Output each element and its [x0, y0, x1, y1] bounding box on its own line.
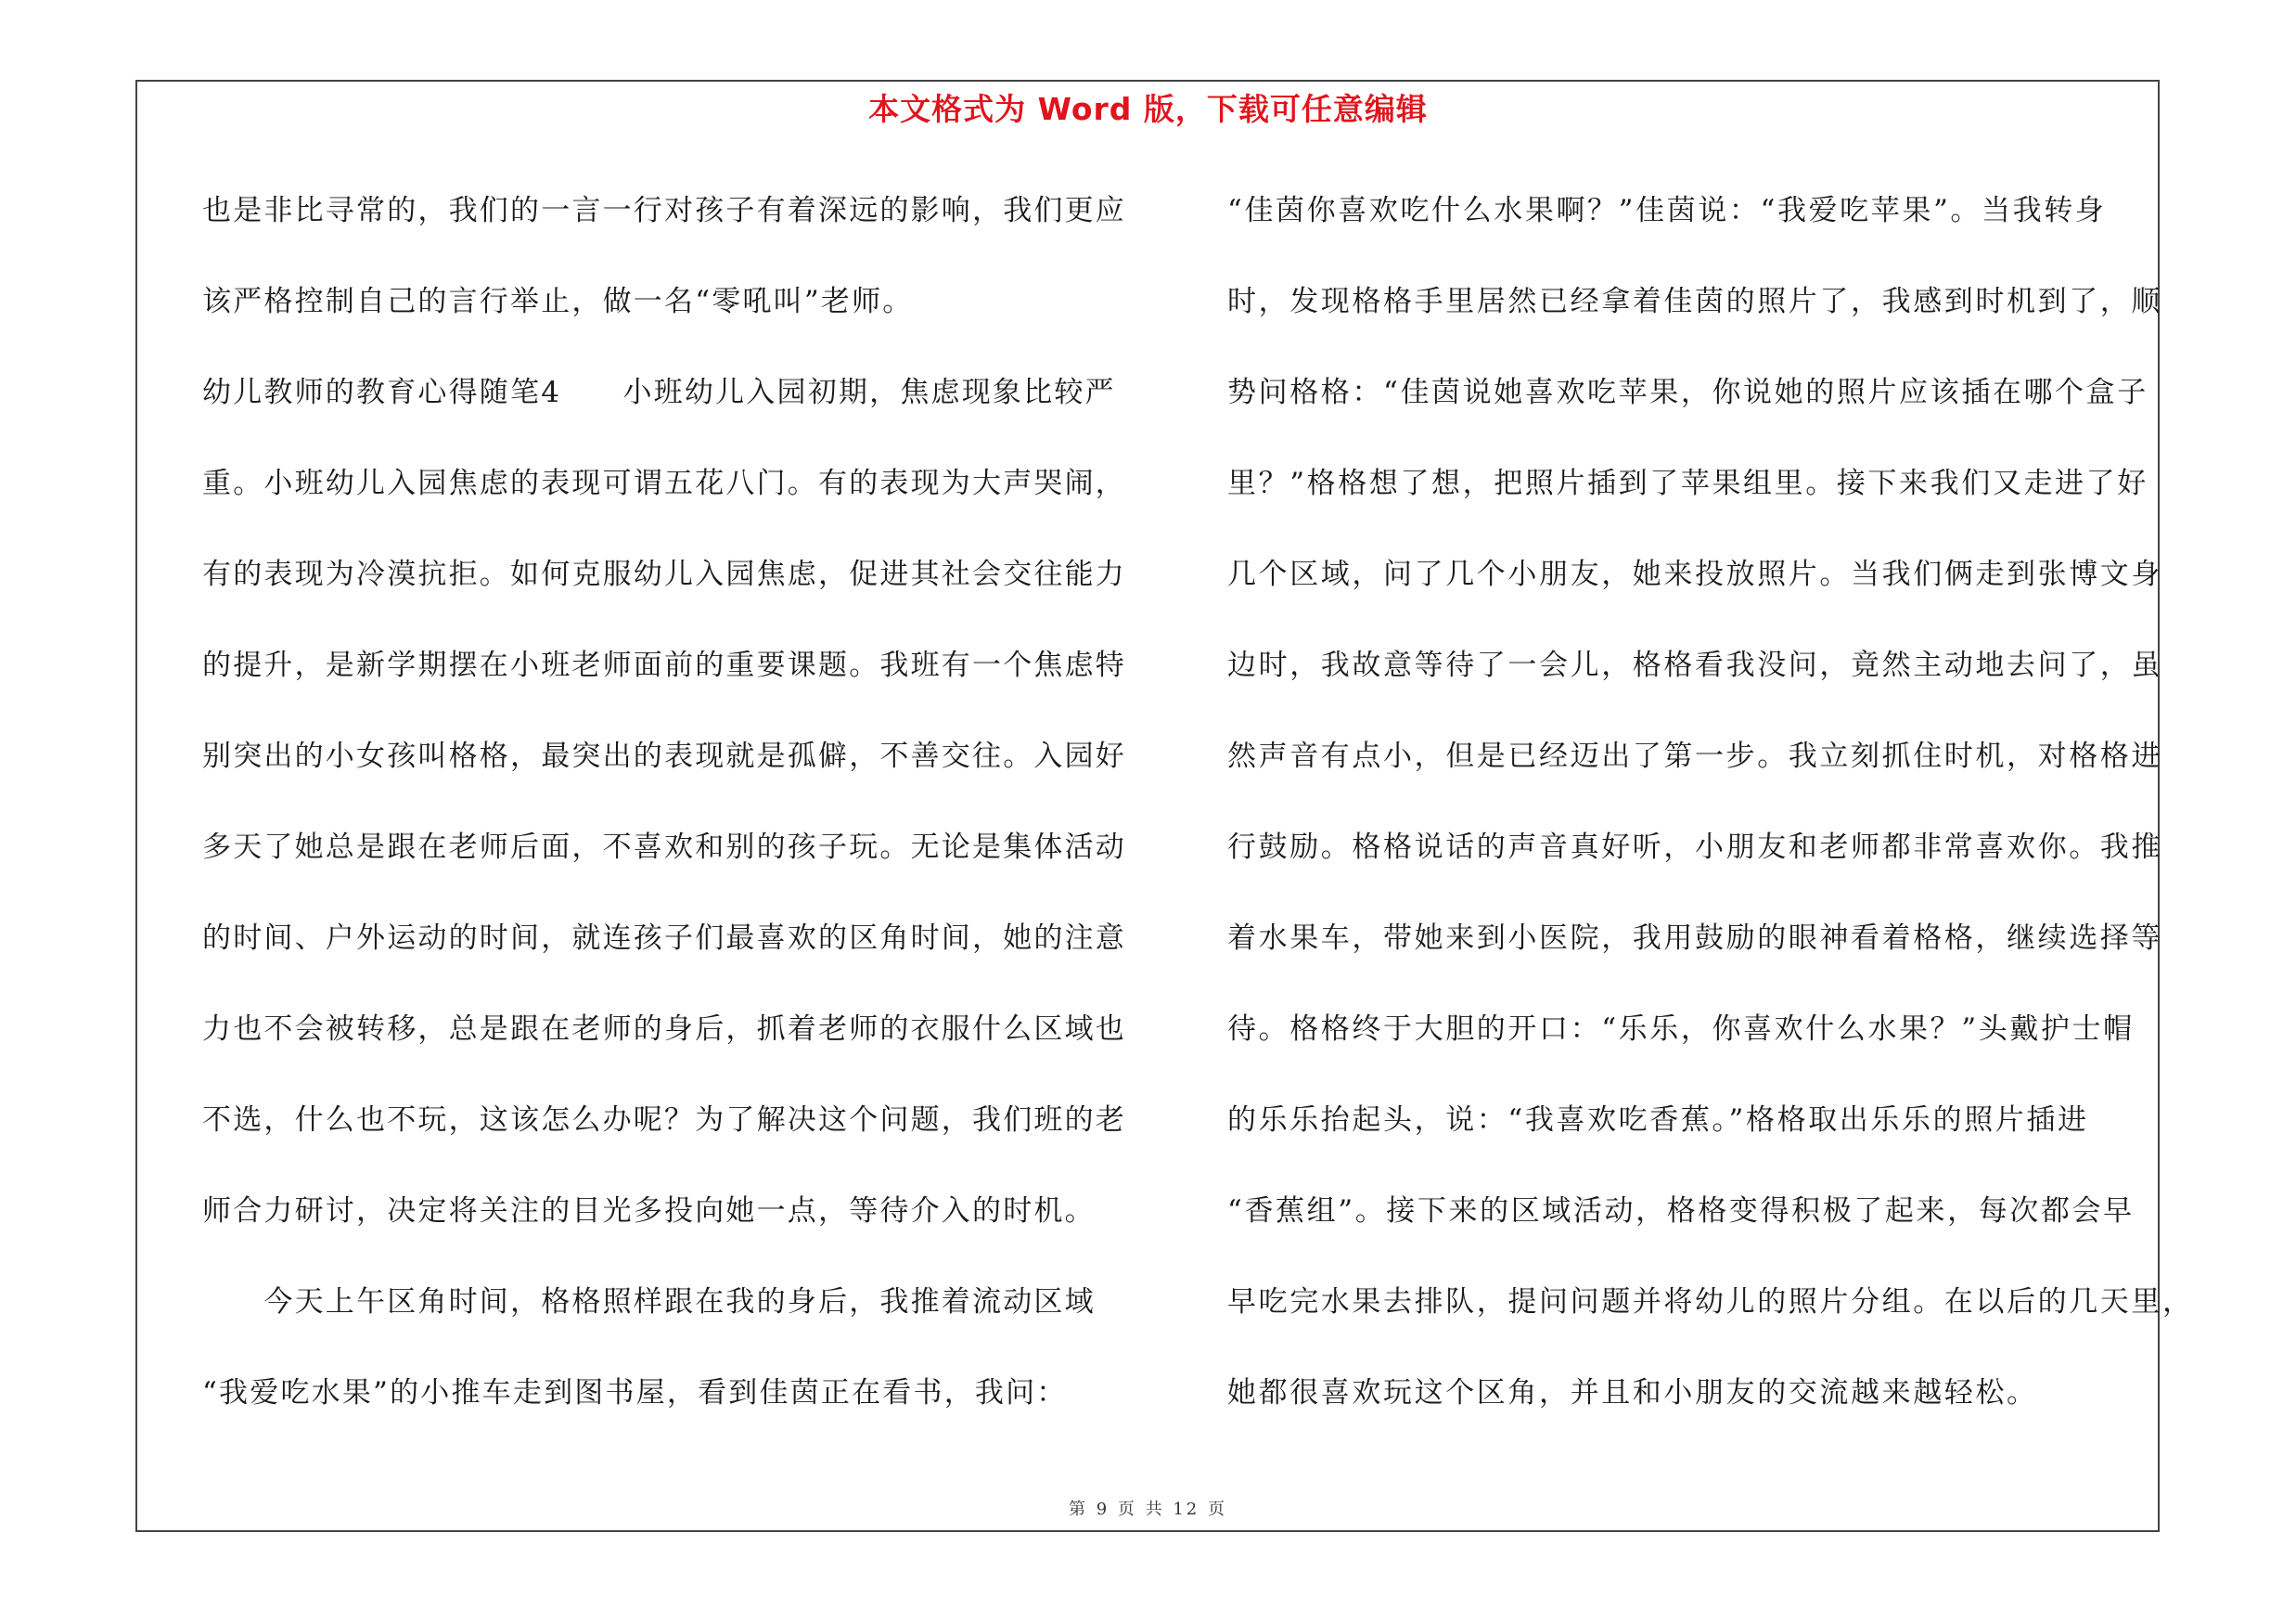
word-format-banner: 本文格式为 Word 版，下载可任意编辑: [868, 91, 1428, 127]
paragraph-line: 有的表现为冷漠抗拒。如何克服幼儿入园焦虑，促进其社会交往能力: [202, 558, 1126, 591]
paragraph-line: 师合力研讨，决定将关注的目光多投向她一点，等待介入的时机。: [202, 1194, 1096, 1228]
paragraph-line: “佳茵你喜欢吃什么水果啊？”佳茵说：“我爱吃苹果”。当我转身: [1227, 194, 2107, 227]
paragraph-line: 时，发现格格手里居然已经拿着佳茵的照片了，我感到时机到了，顺: [1227, 285, 2162, 318]
paragraph-line: 行鼓励。格格说话的声音真好听，小朋友和老师都非常喜欢你。我推: [1227, 831, 2162, 864]
paragraph-line: 势问格格：“佳茵说她喜欢吃苹果，你说她的照片应该插在哪个盒子: [1227, 376, 2148, 409]
paragraph-line: 边时，我故意等待了一会儿，格格看我没问，竟然主动地去问了，虽: [1227, 649, 2162, 682]
paragraph-line: 的提升，是新学期摆在小班老师面前的重要课题。我班有一个焦虑特: [202, 649, 1126, 682]
paragraph-line: 里？”格格想了想，把照片插到了苹果组里。接下来我们又走进了好: [1227, 467, 2148, 500]
paragraph-line: 幼儿教师的教育心得随笔4 小班幼儿入园初期，焦虑现象比较严: [202, 376, 1116, 409]
paragraph-line: 多天了她总是跟在老师后面，不喜欢和别的孩子玩。无论是集体活动: [202, 831, 1126, 864]
paragraph-line: 今天上午区角时间，格格照样跟在我的身后，我推着流动区域: [202, 1285, 1096, 1319]
paragraph-line: 该严格控制自己的言行举止，做一名“零吼叫”老师。: [202, 285, 914, 318]
right-column: [1227, 182, 2194, 1444]
left-column: [202, 182, 1130, 1444]
paragraph-line: 几个区域，问了几个小朋友，她来投放照片。当我们俩走到张博文身: [1227, 558, 2162, 591]
paragraph-line: 早吃完水果去排队，提问问题并将幼儿的照片分组。在以后的几天里，: [1227, 1285, 2194, 1319]
page-number-footer: 第 9 页 共 12 页: [1069, 1500, 1227, 1519]
paragraph-line: 她都很喜欢玩这个区角，并且和小朋友的交流越来越轻松。: [1227, 1376, 2038, 1410]
paragraph-line: 力也不会被转移，总是跟在老师的身后，抓着老师的衣服什么区域也: [202, 1012, 1126, 1046]
paragraph-line: 的时间、户外运动的时间，就连孩子们最喜欢的区角时间，她的注意: [202, 921, 1126, 955]
paragraph-line: “香蕉组”。接下来的区域活动，格格变得积极了起来，每次都会早: [1227, 1194, 2135, 1228]
paragraph-line: 别突出的小女孩叫格格，最突出的表现就是孤僻，不善交往。入园好: [202, 740, 1126, 773]
paragraph-line: “我爱吃水果”的小推车走到图书屋，看到佳茵正在看书，我问：: [202, 1376, 1068, 1410]
paragraph-line: 待。格格终于大胆的开口：“乐乐，你喜欢什么水果？”头戴护士帽: [1227, 1012, 2135, 1046]
paragraph-line: 着水果车，带她来到小医院，我用鼓励的眼神看着格格，继续选择等: [1227, 921, 2162, 955]
paragraph-line: 也是非比寻常的，我们的一言一行对孩子有着深远的影响，我们更应: [202, 194, 1126, 227]
paragraph-line: 的乐乐抬起头，说：“我喜欢吃香蕉。”格格取出乐乐的照片插进: [1227, 1103, 2089, 1137]
paragraph-line: 重。小班幼儿入园焦虑的表现可谓五花八门。有的表现为大声哭闹，: [202, 467, 1126, 500]
paragraph-line: 不选，什么也不玩，这该怎么办呢？为了解决这个问题，我们班的老: [202, 1103, 1126, 1137]
paragraph-line: 然声音有点小，但是已经迈出了第一步。我立刻抓住时机，对格格进: [1227, 740, 2162, 773]
